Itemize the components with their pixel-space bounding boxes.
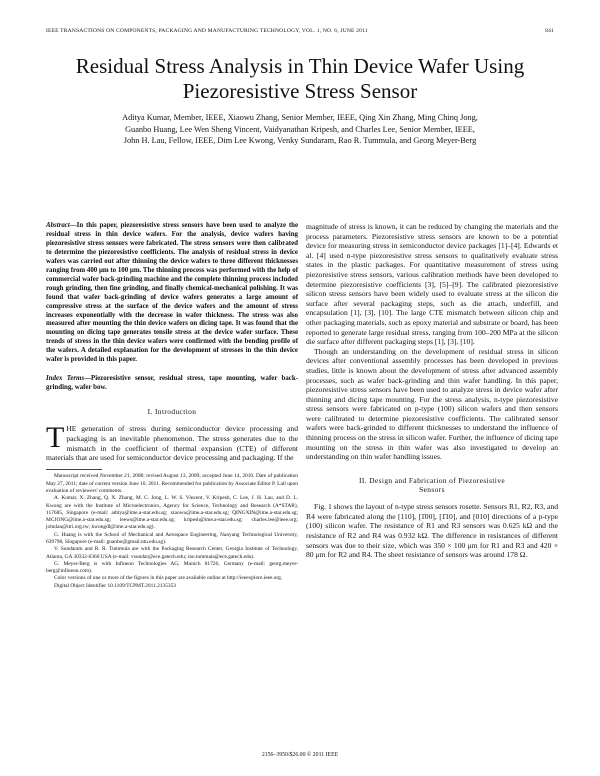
body-paragraph: Though an understanding on the development of residual stress in silicon devices after conventional assembly processes has been developed in previous studies, little is known about the development of stress after advanced assembly processes, such as wafer back-grinding and thin wafer handling. In this paper, piezoresistive stress sensors have been used to analyze stress in device wafer after thinning and dicing tape mounting. For the stress analysis, n-type piezoresistive stress sensors were fabricated on p-type (100) silicon wafers and then sensors were calibrated to determine piezoresistive coefficients. The calibrated sensor wafers were back-grinded to different thicknesses to understand the influence of thinning process on the stress in silicon wafer. Further, the influence of dicing tape mounting on the stress in thin wafer was also investigated to develop an understanding on thin wafer handling issues. [306, 346, 558, 462]
footnote: G. Huang is with the School of Mechanical and Aerospace Engineering, Nanyang Technological University, 639798, Singapore (e-mail: guanbo@gmail.ntu.edu.sg). [46, 531, 298, 545]
author-line: Guanbo Huang, Lee Wen Sheng Vincent, Vaidyanathan Kripesh, and Charles Lee, Senior Member, IEEE, [125, 124, 475, 134]
section-heading-introduction: I. Introduction [147, 407, 197, 417]
footnote-divider [46, 469, 102, 470]
author-line: Aditya Kumar, Member, IEEE, Xiaowu Zhang, Senior Member, IEEE, Qing Xin Zhang, Ming Chinq Jong, [122, 113, 478, 122]
section-heading-line: Sensors [419, 485, 445, 495]
section-heading-line: II. Design and Fabrication of Piezoresistive [358, 475, 506, 485]
section-heading-design [306, 476, 558, 494]
abstract-lead: Abstract [46, 222, 70, 229]
running-head [46, 28, 554, 34]
index-terms-text: —Piezoresistive sensor, residual stress, tape mounting, wafer back-grinding, wafer bow. [46, 375, 298, 392]
footnote: Manuscript received November 21, 2008; revised August 13, 2009; accepted June 14, 2010. Date of publication May 27, 2011; date of current version June 10, 2011. Recommended for publication by Associate Editor P. Lall upon evaluation of reviewers' comments. [46, 473, 298, 494]
drop-cap: T [46, 421, 65, 455]
footnotes [46, 473, 298, 590]
footnote: A. Kumar, X. Zhang, Q. X. Zhang, M. C. Jong, L. W. S. Vincent, V. Kripesh, C. Lee, J. H. Lau, and D. L. Kwong are with the Institute of Microelectronics, Agency for Science, Technology and Research (A*STAR), 117685, Singapore (e-mail: aditya@ime.a-star.edu.sg; xiaowu@ime.a-star.edu.sg; QINGXIN@ime.a-star.edu.sg; MCJONG@ime.a-star.edu.sg; leews@ime.a-star.edu.sg; kripesh@ime.a-star.edu.sg; charles.lee@ieee.org; johnlau@itri.org.tw; kwongdl@ime.a-star.edu.sg). [46, 495, 298, 531]
author-line: John H. Lau, Fellow, IEEE, Dim Lee Kwong, Venky Sundaram, Rao R. Tummula, and Georg Meyer-Berg [123, 136, 477, 146]
page-number: 841 [545, 28, 554, 34]
right-column [306, 222, 558, 560]
author-list [40, 112, 560, 147]
journal-header: IEEE TRANSACTIONS ON COMPONENTS, PACKAGING AND MANUFACTURING TECHNOLOGY, VOL. 1, NO. 6, JUNE 2011 [46, 28, 368, 34]
left-column [46, 222, 298, 590]
body-paragraph: Fig. 1 shows the layout of n-type stress sensors rosette. Sensors R1, R2, R3, and R4 were fabricated along the [110], [1̄00], [1̄10], and [010] directions of a p-type (100) silicon wafer. The resistance of R1 and R3 sensors was 0.625 kΩ and the resistance of R2 and R4 was 0.932 kΩ. The difference in resistances of different sensors was due to their size, which was 350 × 100 μm for R1 and R3 and 420 × 80 μm for R2 and R4. The sheet resistance of sensors was around 178 Ω. [306, 502, 558, 560]
introduction-paragraph [46, 421, 298, 463]
abstract-text: —In this paper, piezoresistive stress sensors have been used to analyze the residual stress in thin device wafers. For the analysis, device wafers having piezoresistive stress sensors were fabricated. The stress sensors were then calibrated to determine the piezoresistive coefficients. The analysis of residual stress in device wafers was carried out after thinning the device wafers to three different thicknesses ranging from 400 μm to 100 μm. The thinning process was performed with the help of commercial wafer back-grinding machine and the complete thinning process included rough grinding, then fine grinding, and finally chemical-mechanical polishing. It was found that wafer back-grinding of device wafers generates a large amount of compressive stress at the surface of the device wafers and the amount of stress increases exponentially with the decrease in wafer thickness. The stress was also measured after mounting the thin device wafers on dicing tape. It was found that the mounting on dicing tape generates tensile stress at the device wafer surface. These trends of stress in the thin device wafers were confirmed with the bending profile of the wafers. A detailed explanation for the development of stresses in the thin device wafer is provided in this paper. [46, 222, 298, 364]
footnote: V. Sundaram and R. R. Tummula are with the Packaging Research Center, Georgia Institute of Technology, Atlanta, GA 30332-0360 USA (e-mail: vsundar@ece.gatech.edu; rao.tummala@ece.gatech.edu). [46, 546, 298, 560]
footnote: G. Meyer-Berg is with Infineon Technologies AG, Munich 81726, Germany (e-mail: georg.meyer-berg@infineon.com). [46, 560, 298, 575]
introduction-text: HE generation of stress during semiconductor device processing and packaging is an inevitable phenomenon. The stress generates due to the mismatch in the coefficient of thermal expansion (CTE) of different materials that are used for semiconductor device processing and packaging. If the [46, 424, 298, 463]
copyright-footer: 2156–3950/$26.00 © 2011 IEEE [261, 752, 339, 758]
index-terms-lead: Index Terms [46, 375, 85, 383]
footnote-doi: Digital Object Identifier 10.1109/TCPMT.2011.2135353 [54, 582, 176, 589]
index-terms [46, 375, 298, 393]
footnote: Color versions of one or more of the figures in this paper are available online at http://ieeexplore.ieee.org. [54, 575, 283, 582]
body-paragraph: magnitude of stress is known, it can be reduced by changing the materials and the process parameters. Piezoresistive stress sensors are known to be a potential device for measuring stress in semiconductor device packages [1]–[4]. Edwards et al. [4] used n-type piezoresistive stress sensors to qualitatively evaluate stress states in the plastic packages. For quantitative measurement of stress using piezoresistive stress sensors, various calibration methods have been developed to determine piezoresistive coefficients [3], [5]–[9]. The calibrated piezoresistive silicon stress sensors have been widely used to evaluate stress at the silicon die surface after several packaging steps, such as die attach, underfill, and encapsulation [1], [3], [10]. The large CTE mismatch between silicon chip and other packaging materials, such as epoxy material and substrate or board, has been reported to generate large residual stress, ranging from 100–200 MPa at the silicon die surface after different packaging steps [1], [3], [10]. [306, 222, 558, 347]
abstract [46, 222, 298, 365]
paper-title: Residual Stress Analysis in Thin Device Wafer Using Piezoresistive Stress Sensor [75, 54, 525, 103]
